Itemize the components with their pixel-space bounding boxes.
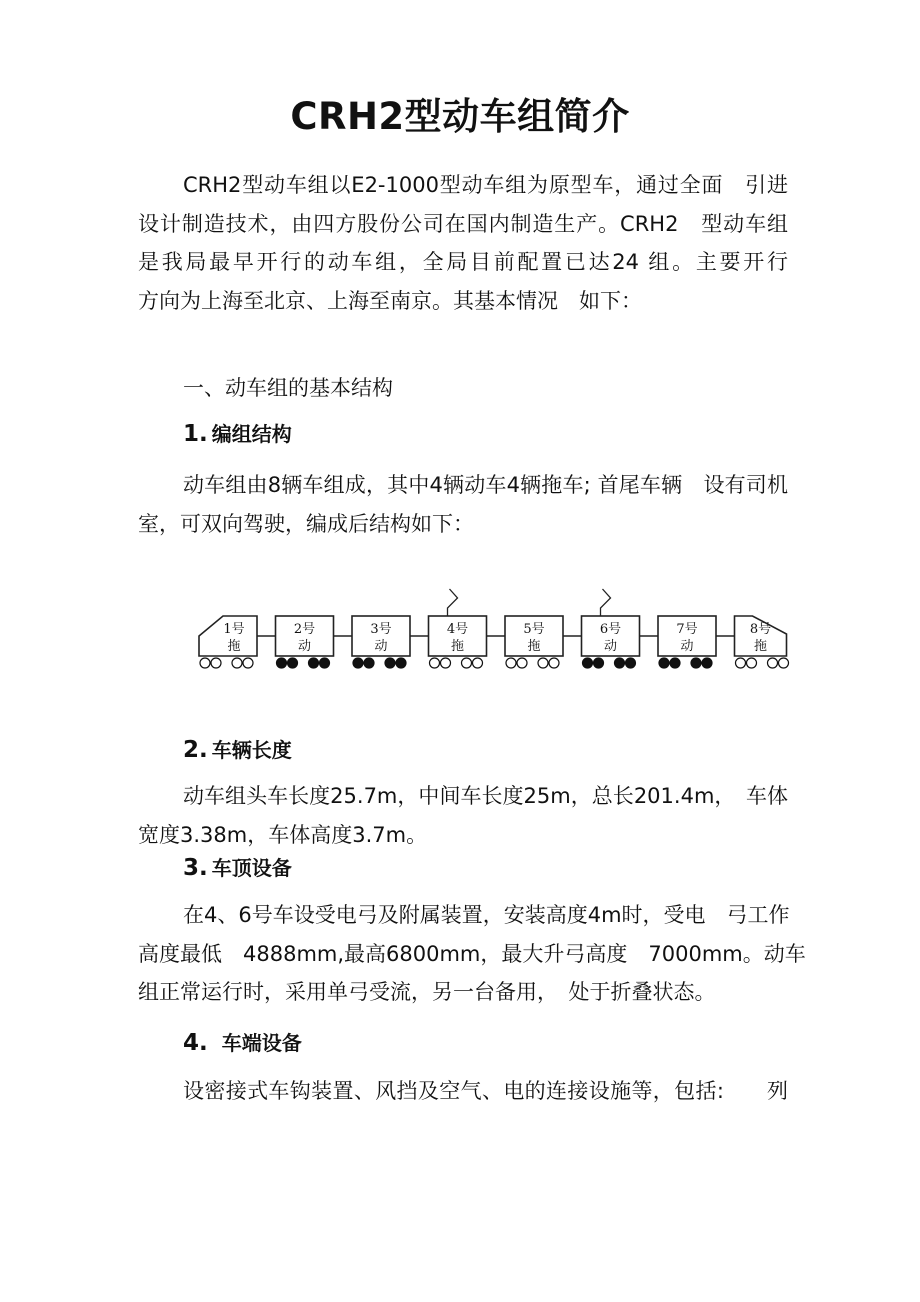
subheading-text: 车端设备 bbox=[221, 1031, 302, 1055]
subheading-text: 编组结构 bbox=[211, 422, 292, 446]
wheel bbox=[211, 658, 221, 668]
train-car bbox=[505, 616, 563, 668]
car-number-label: 7号 bbox=[676, 622, 698, 637]
car-number-label: 2号 bbox=[293, 622, 316, 637]
wheel bbox=[691, 658, 701, 668]
wheel bbox=[320, 658, 330, 668]
subheading-number: 1. bbox=[183, 421, 208, 447]
wheel bbox=[441, 658, 451, 668]
wheel bbox=[462, 658, 472, 668]
train-car bbox=[582, 589, 640, 668]
text-line: 设计制造技术，由四方股份公司在国内制造生产。CRH2 型动车组 bbox=[138, 211, 788, 236]
wheel bbox=[430, 658, 440, 668]
text-line: 方向为上海至北京、上海至南京。其基本情况 如下： bbox=[138, 288, 642, 313]
wheel bbox=[736, 658, 746, 668]
pantograph bbox=[601, 589, 611, 616]
text-line: CRH2型动车组以E2-1000型动车组为原型车，通过全面 引进 bbox=[183, 173, 788, 197]
car-type-label: 拖 bbox=[753, 639, 768, 654]
subheading-3 bbox=[183, 852, 292, 881]
car-type-label: 拖 bbox=[450, 639, 465, 654]
paragraph-formation bbox=[138, 466, 788, 543]
paragraph-end-equipment bbox=[138, 1072, 788, 1111]
text-line: 高度最低 4888mm,最高6800mm，最大升弓高度 7000mm。动车 bbox=[138, 941, 806, 966]
wheel bbox=[626, 658, 636, 668]
text-line: 设密接式车钩装置、风挡及空气、电的连接设施等，包括: 列 bbox=[183, 1079, 788, 1103]
car-number-label: 3号 bbox=[370, 622, 392, 637]
wheel bbox=[615, 658, 625, 668]
wheel bbox=[396, 658, 406, 668]
pantograph bbox=[448, 589, 458, 616]
wheel bbox=[702, 658, 712, 668]
train-car bbox=[735, 616, 789, 668]
wheel bbox=[288, 658, 298, 668]
text-line: 动车组头车长度25.7m，中间车长度25m，总长201.4m， 车体 bbox=[183, 784, 788, 808]
wheel bbox=[768, 658, 778, 668]
car-number-label: 1号 bbox=[223, 622, 245, 637]
text-line: 动车组由8辆车组成，其中4辆动车4辆拖车; 首尾车辆 设有司机 bbox=[183, 473, 788, 497]
train-car bbox=[429, 589, 487, 668]
wheel bbox=[506, 658, 516, 668]
wheel bbox=[659, 658, 669, 668]
paragraph-roof bbox=[138, 896, 806, 1012]
wheel bbox=[232, 658, 242, 668]
text-line: 是我局最早开行的动车组，全局目前配置已达24 组。主要开行 bbox=[138, 250, 788, 274]
train-car bbox=[199, 616, 257, 668]
train-car bbox=[276, 616, 334, 668]
wheel bbox=[277, 658, 287, 668]
subheading-4 bbox=[183, 1027, 302, 1056]
wheel bbox=[200, 658, 210, 668]
intro-paragraph bbox=[138, 166, 788, 320]
page-title: CRH2型动车组简介 bbox=[290, 95, 630, 138]
train-car bbox=[352, 616, 410, 668]
car-number-label: 5号 bbox=[523, 622, 545, 637]
car-number-label: 8号 bbox=[749, 622, 772, 637]
train-formation-diagram bbox=[195, 588, 795, 673]
subheading-text: 车顶设备 bbox=[211, 856, 292, 880]
subheading-number: 4. bbox=[183, 1030, 208, 1056]
subheading-number: 2. bbox=[183, 737, 208, 763]
wheel bbox=[747, 658, 757, 668]
wheel bbox=[364, 658, 374, 668]
wheel bbox=[670, 658, 680, 668]
subheading-2 bbox=[183, 734, 292, 763]
wheel bbox=[517, 658, 527, 668]
wheel bbox=[549, 658, 559, 668]
text-line: 在4、6号车设受电弓及附属装置，安装高度4m时，受电 弓工作 bbox=[183, 903, 790, 927]
subheading-1 bbox=[183, 418, 292, 447]
wheel bbox=[385, 658, 395, 668]
text-line: 宽度3.38m，车体高度3.7m。 bbox=[138, 822, 428, 847]
text-line: 组正常运行时，采用单弓受流，另一台备用， 处于折叠状态。 bbox=[138, 980, 716, 1004]
wheel bbox=[779, 658, 789, 668]
car-type-label: 动 bbox=[603, 639, 618, 654]
car-type-label: 动 bbox=[374, 639, 388, 654]
wheel bbox=[243, 658, 253, 668]
car-type-label: 动 bbox=[680, 639, 694, 654]
subheading-number: 3. bbox=[183, 855, 208, 881]
section-heading: 一、动车组的基本结构 bbox=[183, 376, 393, 400]
car-type-label: 拖 bbox=[227, 639, 241, 654]
wheel bbox=[538, 658, 548, 668]
train-car bbox=[658, 616, 716, 668]
wheel bbox=[309, 658, 319, 668]
subheading-text: 车辆长度 bbox=[211, 738, 292, 762]
wheel bbox=[473, 658, 483, 668]
text-line: 室，可双向驾驶，编成后结构如下： bbox=[138, 511, 474, 536]
wheel bbox=[583, 658, 593, 668]
car-number-label: 4号 bbox=[446, 622, 469, 637]
car-type-label: 动 bbox=[297, 639, 312, 654]
paragraph-length bbox=[138, 777, 788, 854]
car-type-label: 拖 bbox=[527, 639, 541, 654]
wheel bbox=[594, 658, 604, 668]
car-number-label: 6号 bbox=[599, 622, 622, 637]
wheel bbox=[353, 658, 363, 668]
